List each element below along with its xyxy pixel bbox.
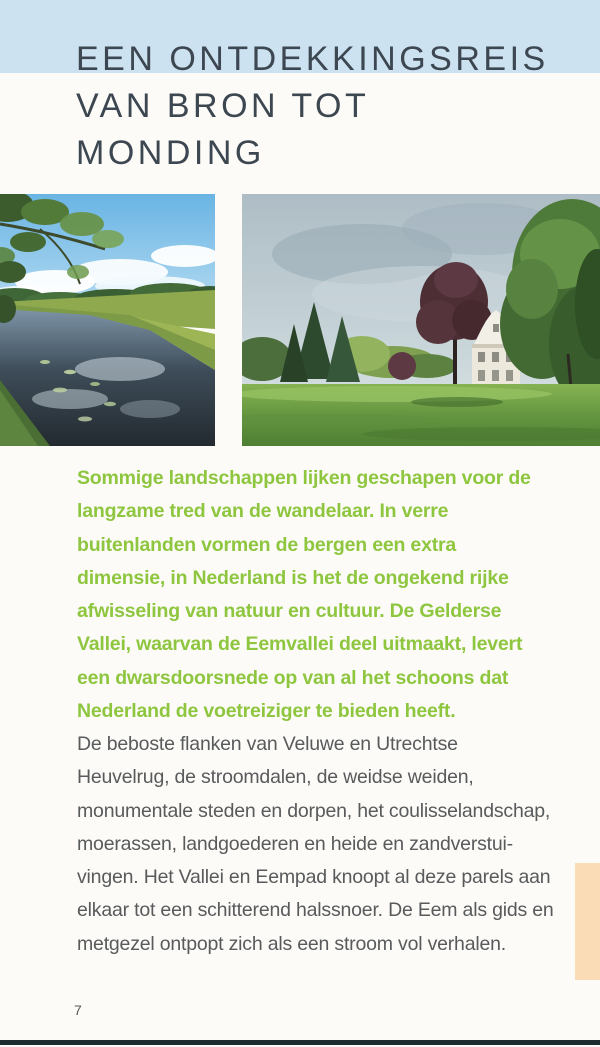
chapter-side-tab [575, 863, 600, 980]
footer-bar [0, 1040, 600, 1045]
text-line: monumentale steden en dorpen, het coulisselandschap, [77, 799, 551, 822]
text-line: VAN BRON TOT [76, 87, 370, 125]
text-line: metgezel ontpopt zich als een stroom vol verhalen. [77, 932, 506, 955]
body-paragraph [77, 728, 577, 961]
page-number: 7 [74, 1002, 82, 1018]
text-line: Nederland de voetreiziger te bieden heeft. [77, 700, 456, 723]
text-line: Heuvelrug, de stroomdalen, de weidse weiden, [77, 766, 474, 789]
text-line: De beboste flanken van Veluwe en Utrechtse [77, 733, 458, 755]
text-line: een dwarsdoorsnede op van al het schoons dat [77, 666, 509, 689]
river-photo-illustration [0, 194, 215, 446]
park-photo-illustration [242, 194, 600, 446]
text-line: Vallei, waarvan de Eemvallei deel uitmaakt, levert [77, 633, 523, 656]
text-line: EEN ONTDEKKINGSREIS [76, 40, 549, 78]
intro-paragraph [77, 462, 577, 728]
text-line: elkaar tot een schitterend halssnoer. De Eem als gids en [77, 899, 554, 922]
text-line: Sommige landschappen lijken geschapen voor de [77, 467, 531, 489]
text-line: buitenlanden vormen de bergen een extra [77, 533, 457, 556]
text-line: MONDING [76, 134, 265, 172]
text-line: langzame tred van de wandelaar. In verre [77, 500, 449, 523]
page-title [76, 36, 549, 177]
text-line: dimensie, in Nederland is het de ongekend rijke [77, 566, 509, 589]
text-line: afwisseling van natuur en cultuur. De Gelderse [77, 600, 502, 623]
text-line: moerassen, landgoederen en heide en zandverstui- [77, 832, 513, 855]
river-photo [0, 194, 215, 446]
park-photo [242, 194, 600, 446]
text-line: vingen. Het Vallei en Eempad knoopt al deze parels aan [77, 866, 551, 889]
